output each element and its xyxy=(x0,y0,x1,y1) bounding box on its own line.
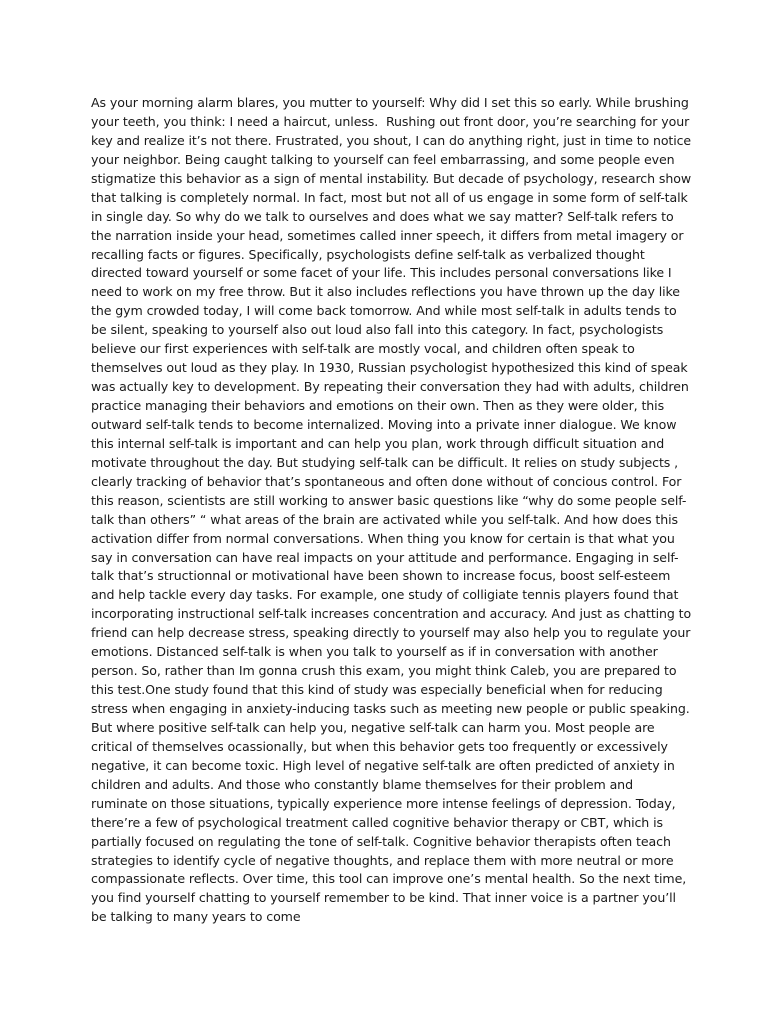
text-line: activation differ from normal conversations. When thing you know for certain is that what you xyxy=(91,530,675,546)
text-line: children and adults. And those who constantly blame themselves for their problem and xyxy=(91,776,633,792)
text-line: As your morning alarm blares, you mutter to yourself: Why did I set this so early. While brushing xyxy=(91,95,689,110)
text-line: be silent, speaking to yourself also out loud also fall into this category. In fact, psychologists xyxy=(91,322,664,338)
text-line: your teeth, you think: I need a haircut, unless. Rushing out front door, you’re searching for your xyxy=(91,113,690,129)
text-line: this reason, scientists are still working to answer basic questions like “why do some people self- xyxy=(91,492,687,508)
text-line: compassionate reflects. Over time, this tool can improve one’s mental health. So the next time, xyxy=(91,871,687,887)
text-line: themselves out loud as they play. In 1930, Russian psychologist hypothesized this kind of speak xyxy=(91,360,688,376)
text-line: practice managing their behaviors and emotions on their own. Then as they were older, this xyxy=(91,398,665,413)
text-line: incorporating instructional self-talk increases concentration and accuracy. And just as chatting to xyxy=(91,606,692,622)
text-line: person. So, rather than Im gonna crush this exam, you might think Caleb, you are prepared to xyxy=(91,663,677,679)
text-line: recalling facts or figures. Specifically, psychologists define self-talk as verbalized thought xyxy=(91,246,645,262)
text-line: this test.One study found that this kind of study was especially beneficial when for reducing xyxy=(91,682,663,698)
text-line: you find yourself chatting to yourself remember to be kind. That inner voice is a partner you’ll xyxy=(91,890,676,906)
text-line: negative, it can become toxic. High level of negative self-talk are often predicted of anxiety in xyxy=(91,757,675,773)
text-line: strategies to identify cycle of negative thoughts, and replace them with more neutral or more xyxy=(91,852,674,868)
text-line: was actually key to development. By repeating their conversation they had with adults, children xyxy=(91,379,689,395)
text-line: motivate throughout the day. But studying self-talk can be difficult. It relies on study subjects , xyxy=(91,454,679,470)
text-line: this internal self-talk is important and can help you plan, work through difficult situation and xyxy=(91,435,665,451)
text-line: directed toward yourself or some facet of your life. This includes personal conversations like I xyxy=(91,265,672,281)
text-line: there’re a few of psychological treatment called cognitive behavior therapy or CBT, which is xyxy=(91,814,663,830)
text-line: key and realize it’s not there. Frustrated, you shout, I can do anything right, just in time to notice xyxy=(91,132,692,148)
text-line: clearly tracking of behavior that’s spontaneous and often done without of concious control. For xyxy=(91,473,682,489)
text-line: believe our first experiences with self-talk are mostly vocal, and children often speak to xyxy=(91,341,635,357)
text-line: your neighbor. Being caught talking to yourself can feel embarrassing, and some people even xyxy=(91,151,675,167)
text-line: But where positive self-talk can help you, negative self-talk can harm you. Most people are xyxy=(91,719,655,735)
text-line: stress when engaging in anxiety-inducing tasks such as meeting new people or public speaking. xyxy=(91,701,690,716)
text-line: say in conversation can have real impacts on your attitude and performance. Engaging in self- xyxy=(91,549,679,565)
text-line: talk than others” “ what areas of the brain are activated while you self-talk. And how does this xyxy=(91,511,679,527)
text-line: outward self-talk tends to become internalized. Moving into a private inner dialogue. We know xyxy=(91,416,677,432)
text-line: talk that’s structionnal or motivational have been shown to increase focus, boost self-esteem xyxy=(91,568,671,584)
text-line: stigmatize this behavior as a sign of mental instability. But decade of psychology, research show xyxy=(91,170,692,186)
text-line: critical of themselves ocassionally, but when this behavior gets too frequently or excessively xyxy=(91,738,668,754)
text-line: in single day. So why do we talk to ourselves and does what we say matter? Self-talk refers to xyxy=(91,208,674,224)
text-line: the gym crowded today, I will come back tomorrow. And while most self-talk in adults tends to xyxy=(91,303,677,319)
text-line: that talking is completely normal. In fact, most but not all of us engage in some form of self-talk xyxy=(91,189,688,205)
text-line: the narration inside your head, sometimes called inner speech, it differs from metal imagery or xyxy=(91,227,684,243)
text-line: need to work on my free throw. But it also includes reflections you have thrown up the day like xyxy=(91,284,680,300)
text-line: be talking to many years to come xyxy=(91,909,301,925)
text-line: ruminate on those situations, typically experience more intense feelings of depression. Today, xyxy=(91,795,676,811)
text-line: friend can help decrease stress, speaking directly to yourself may also help you to regulate your xyxy=(91,625,691,641)
text-line: emotions. Distanced self-talk is when you talk to yourself as if in conversation with another xyxy=(91,644,658,660)
text-line: partially focused on regulating the tone of self-talk. Cognitive behavior therapists often teach xyxy=(91,833,671,849)
text-line: and help tackle every day tasks. For example, one study of colligiate tennis players found that xyxy=(91,587,679,603)
body-paragraph xyxy=(91,94,691,927)
